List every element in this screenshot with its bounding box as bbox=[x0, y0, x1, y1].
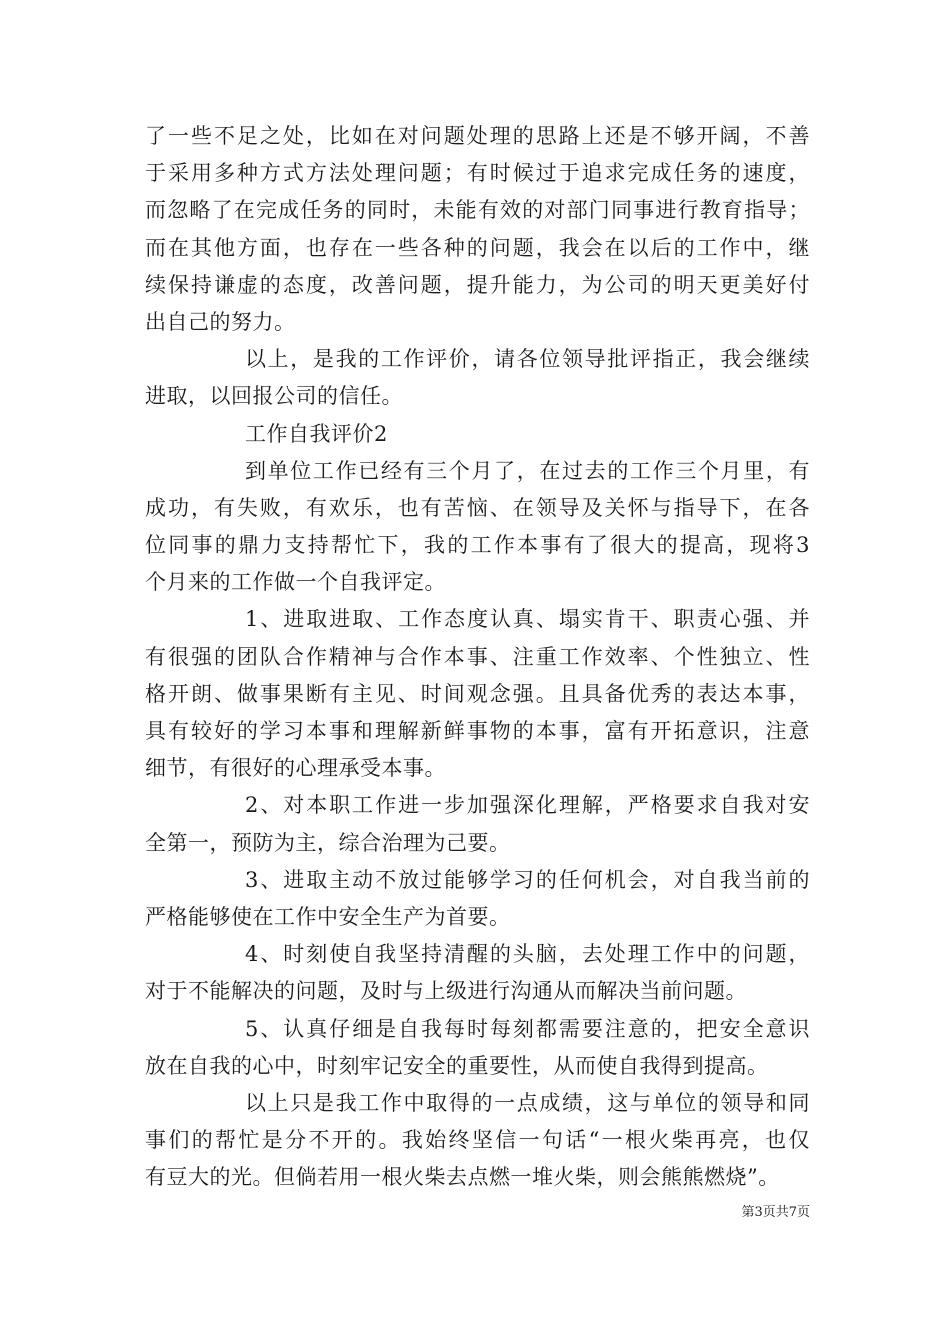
page-number: 第3页共7页 bbox=[741, 1205, 810, 1220]
text-line: 续保持谦虚的态度，改善问题，提升能力，为公司的明天更美好付 bbox=[145, 272, 810, 297]
text-line: 位同事的鼎力支持帮忙下，我的工作本事有了很大的提高，现将3 bbox=[145, 533, 810, 558]
list-item-4-line: 4、时刻使自我坚持清醒的头脑，去处理工作中的问题， bbox=[245, 942, 810, 967]
text-line: 对于不能解决的问题，及时与上级进行沟通从而解决当前问题。 bbox=[145, 979, 747, 1004]
text-line: 个月来的工作做一个自我评定。 bbox=[145, 570, 446, 595]
text-line: 于采用多种方式方法处理问题；有时候过于追求完成任务的速度， bbox=[145, 161, 810, 186]
paragraph-start-line: 到单位工作已经有三个月了，在过去的工作三个月里，有 bbox=[245, 458, 810, 483]
text-line: 格开朗、做事果断有主见、时间观念强。且具备优秀的表达本事， bbox=[145, 681, 810, 706]
text-line: 成功，有失败，有欢乐，也有苦恼、在领导及关怀与指导下，在各 bbox=[145, 495, 810, 520]
text-line: 了一些不足之处，比如在对问题处理的思路上还是不够开阔，不善 bbox=[145, 124, 810, 148]
text-line: 全第一，预防为主，综合治理为己要。 bbox=[145, 830, 511, 855]
text-line: 出自己的努力。 bbox=[145, 309, 296, 334]
text-line: 细节，有很好的心理承受本事。 bbox=[145, 756, 446, 781]
text-line: 进取，以回报公司的信任。 bbox=[145, 384, 403, 409]
list-item-5-line: 5、认真仔细是自我每时每刻都需要注意的，把安全意识 bbox=[245, 1016, 810, 1041]
list-item-3-line: 3、进取主动不放过能够学习的任何机会，对自我当前的 bbox=[245, 867, 810, 892]
list-item-2-line: 2、对本职工作进一步加强深化理解，严格要求自我对安 bbox=[245, 793, 810, 818]
text-line: 放在自我的心中，时刻牢记安全的重要性，从而使自我得到提高。 bbox=[145, 1053, 769, 1078]
text-line: 而在其他方面，也存在一些各种的问题，我会在以后的工作中，继 bbox=[145, 235, 810, 260]
text-line: 事们的帮忙是分不开的。我始终坚信一句话“一根火柴再亮，也仅 bbox=[145, 1128, 810, 1153]
list-item-1-line: 1、进取进取、工作态度认真、塌实肯干、职责心强、并 bbox=[245, 607, 810, 632]
text-line: 严格能够使在工作中安全生产为首要。 bbox=[145, 904, 511, 929]
paragraph-start-line: 以上只是我工作中取得的一点成绩，这与单位的领导和同 bbox=[245, 1090, 810, 1115]
section-heading: 工作自我评价2 bbox=[245, 421, 388, 446]
text-line: 具有较好的学习本事和理解新鲜事物的本事，富有开拓意识，注意 bbox=[145, 719, 810, 743]
paragraph-start-line: 以上，是我的工作评价，请各位领导批评指正，我会继续 bbox=[245, 347, 810, 372]
text-line: 而忽略了在完成任务的同时，未能有效的对部门同事进行教育指导； bbox=[145, 198, 810, 223]
text-line: 有很强的团队合作精神与合作本事、注重工作效率、个性独立、性 bbox=[145, 644, 810, 669]
text-line: 有豆大的光。但倘若用一根火柴去点燃一堆火柴，则会熊熊燃烧”。 bbox=[145, 1165, 780, 1190]
document-body bbox=[145, 118, 810, 1196]
